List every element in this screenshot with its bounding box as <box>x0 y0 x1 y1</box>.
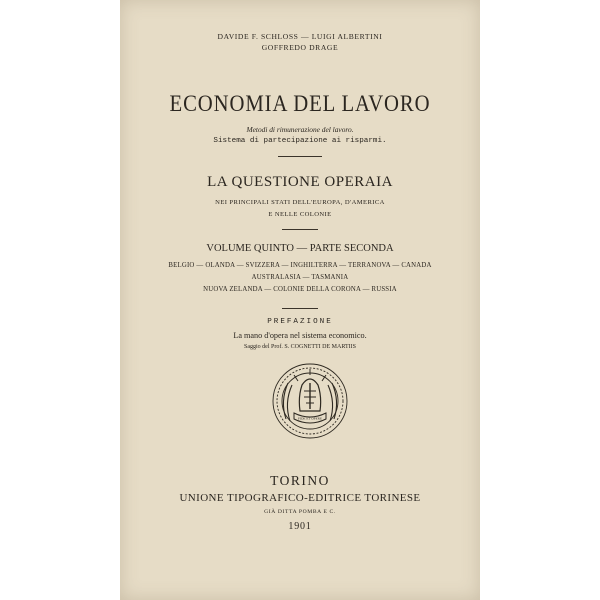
title-page <box>120 0 480 600</box>
section-line-1: NEI PRINCIPALI STATI DELL'EUROPA, D'AMERICA <box>215 199 385 206</box>
volume-line: VOLUME QUINTO — PARTE SECONDA <box>206 243 394 254</box>
imprint-year: 1901 <box>288 521 312 532</box>
authors-line-2: GOFFREDO DRAGE <box>261 43 339 52</box>
countries-line-1: BELGIO — OLANDA — SVIZZERA — INGHILTERRA — TERRANOVA — CANADA <box>168 262 432 269</box>
book-title: ECONOMIA DEL LAVORO <box>169 91 431 116</box>
countries-line-3: NUOVA ZELANDA — COLONIE DELLA CORONA — RUSSIA <box>203 286 397 293</box>
preface-essay-title: La mano d'opera nel sistema economico. <box>233 331 367 340</box>
section-line-2: E NELLE COLONIE <box>268 211 332 218</box>
preface-author: Saggio del Prof. S. COGNETTI DE MARTIIS <box>244 344 356 350</box>
subtitle-line-1: Metodi di rimunerazione del lavoro. <box>246 125 354 134</box>
countries-line-2: AUSTRALASIA — TASMANIA <box>251 274 349 281</box>
imprint-former-name: GIÀ DITTA POMBA E C. <box>264 509 336 515</box>
imprint-publisher: UNIONE TIPOGRAFICO-EDITRICE TORINESE <box>179 492 421 504</box>
preface-heading: PREFAZIONE <box>267 318 333 326</box>
divider <box>282 229 318 230</box>
publisher-emblem-icon <box>270 361 350 441</box>
section-title: LA QUESTIONE OPERAIA <box>207 174 393 190</box>
subtitle-line-2: Sistema di partecipazione ai risparmi. <box>213 137 387 145</box>
emblem-motto: FIDE ET OPERE <box>297 416 323 421</box>
imprint-city: TORINO <box>270 473 330 488</box>
authors-line-1: DAVIDE F. SCHLOSS — LUIGI ALBERTINI <box>217 32 383 41</box>
divider <box>282 308 318 309</box>
divider <box>278 156 322 157</box>
